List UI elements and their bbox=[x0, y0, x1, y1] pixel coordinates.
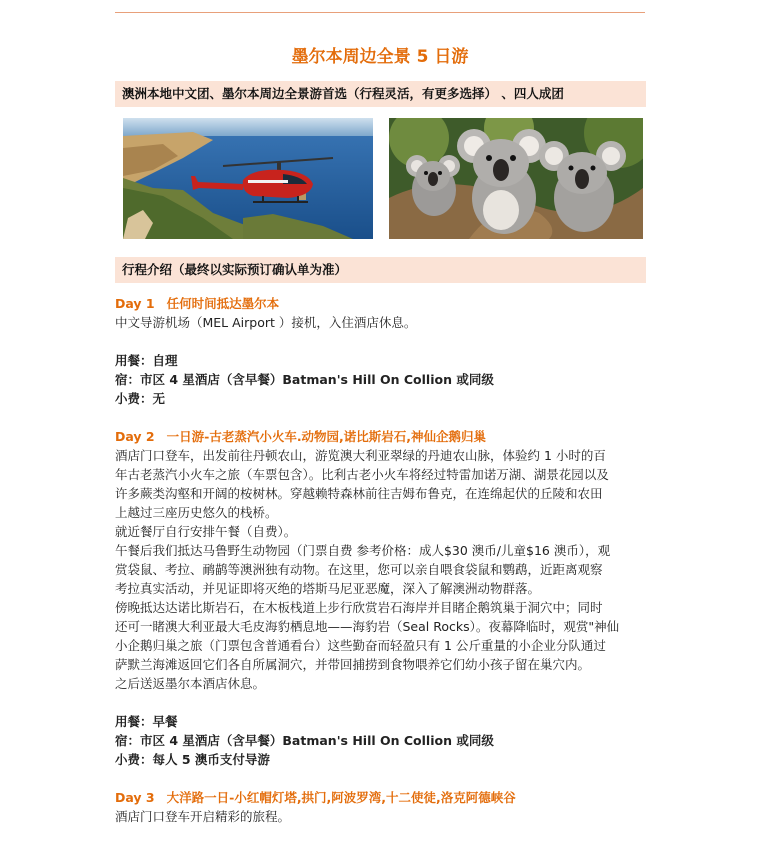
day-title: 一日游-古老蒸汽小火车.动物园,诺比斯岩石,神仙企鹅归巢 bbox=[166, 429, 487, 444]
day-text: 之后送返墨尔本酒店休息。 bbox=[115, 676, 266, 691]
day-text: 酒店门口登车开启精彩的旅程。 bbox=[115, 809, 291, 824]
day-text: 傍晚抵达达诺比斯岩石，在木板栈道上步行欣赏岩石海岸并目睹企鹅筑巢于洞穴中；同时 bbox=[115, 600, 603, 615]
day-text: 中文导游机场（MEL Airport ）接机，入住酒店休息。 bbox=[115, 315, 417, 330]
day-text: 考拉真实活动，并见证即将灭绝的塔斯马尼亚恶魔，深入了解澳洲动物群落。 bbox=[115, 581, 541, 596]
itinerary-content bbox=[115, 294, 655, 826]
day-text: 上越过三座历史悠久的栈桥。 bbox=[115, 505, 278, 520]
hotel-info: 宿：市区 4 星酒店（含早餐）Batman's Hill On Collion 或同级 bbox=[115, 733, 494, 748]
day-number: Day 3 bbox=[115, 790, 155, 805]
page-title: 墨尔本周边全景 5 日游 bbox=[291, 47, 469, 67]
header-rule bbox=[115, 12, 645, 13]
helicopter-photo bbox=[123, 118, 373, 239]
meal-info: 用餐：自理 bbox=[115, 353, 178, 368]
meal-info: 用餐：早餐 bbox=[115, 714, 178, 729]
day-text: 萨默兰海滩返回它们各自所属洞穴，并带回捕捞到食物喂养它们幼小孩子留在巢穴内。 bbox=[115, 657, 591, 672]
day-heading bbox=[115, 294, 655, 313]
subtitle-band: 澳洲本地中文团、墨尔本周边全景游首选（行程灵活，有更多选择） 、四人成团 bbox=[115, 81, 646, 107]
day-title: 大洋路一日-小红帽灯塔,拱门,阿波罗湾,十二使徒,洛克阿德峡谷 bbox=[166, 790, 516, 805]
day-text: 午餐后我们抵达马鲁野生动物园（门票自费 参考价格：成人$30 澳币/儿童$16 澳币），观 bbox=[115, 543, 611, 558]
day-heading bbox=[115, 427, 655, 446]
koala-photo bbox=[389, 118, 643, 239]
hotel-info: 宿：市区 4 星酒店（含早餐）Batman's Hill On Collion 或同级 bbox=[115, 372, 494, 387]
day-text: 就近餐厅自行安排午餐（自费）。 bbox=[115, 524, 297, 539]
day-text: 酒店门口登车，出发前往丹顿农山，游览澳大利亚翠绿的丹迪农山脉，体验约 1 小时的百 bbox=[115, 448, 606, 463]
day-text: 许多蕨类沟壑和开阔的桉树林。穿越赖特森林前往吉姆布鲁克，在连绵起伏的丘陵和农田 bbox=[115, 486, 603, 501]
day-text: 还可一睹澳大利亚最大毛皮海豹栖息地——海豹岩（Seal Rocks）。夜幕降临时，观赏"神仙 bbox=[115, 619, 620, 634]
day-text: 赏袋鼠、考拉、鸸鹋等澳洲独有动物。在这里，您可以亲自喂食袋鼠和鹦鹉，近距离观察 bbox=[115, 562, 603, 577]
day-title: 任何时间抵达墨尔本 bbox=[166, 296, 280, 311]
day-text: 年古老蒸汽小火车之旅（车票包含）。比利古老小火车将经过特雷加诺万湖、湖景花园以及 bbox=[115, 467, 609, 482]
day-number: Day 2 bbox=[115, 429, 155, 444]
day-text: 小企鹅归巢之旅（门票包含普通看台）这些勤奋而轻盈只有 1 公斤重量的小企业分队通过 bbox=[115, 638, 606, 653]
day-heading bbox=[115, 788, 655, 807]
itinerary-header: 行程介绍（最终以实际预订确认单为准） bbox=[115, 257, 646, 283]
day-number: Day 1 bbox=[115, 296, 155, 311]
tip-info: 小费：每人 5 澳币支付导游 bbox=[115, 752, 270, 767]
tip-info: 小费：无 bbox=[115, 391, 166, 406]
